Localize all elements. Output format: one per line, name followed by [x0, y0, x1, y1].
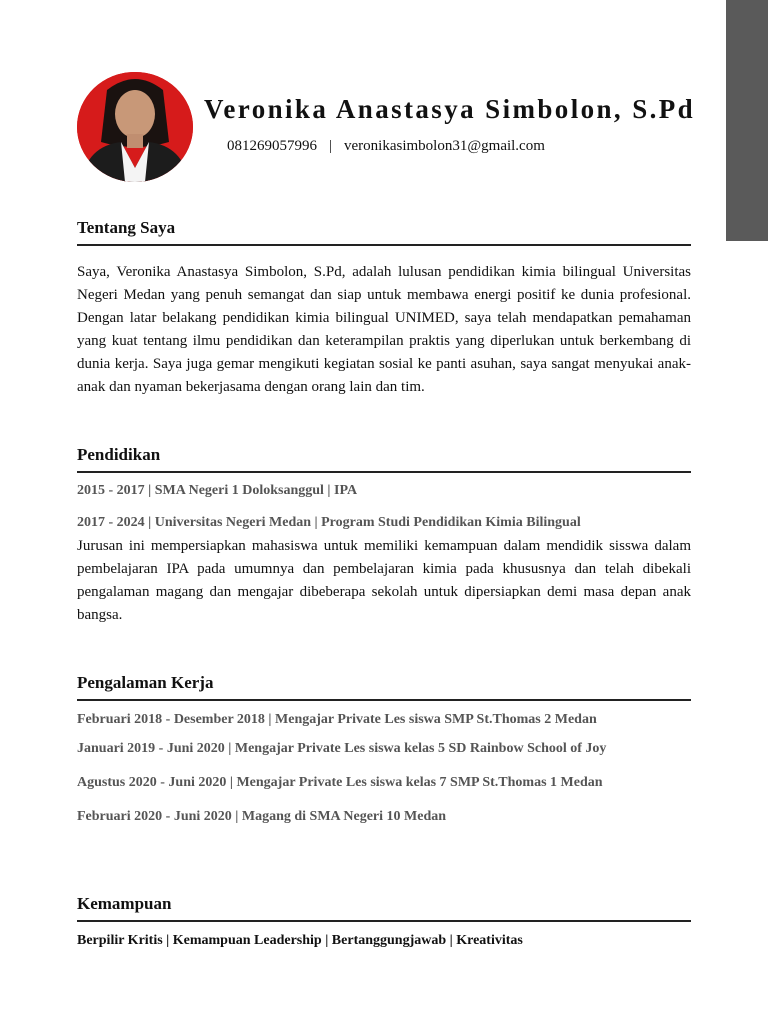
profile-photo-icon — [77, 72, 193, 182]
about-text: Saya, Veronika Anastasya Simbolon, S.Pd, adalah lulusan pendidikan kimia bilingual Universitas Negeri Medan yang penuh semangat dan siap untuk membawa energi positif ke dunia profesional. Dengan latar belakang pendidikan kimia bilingual UNIMED, saya telah mendapatkan pemahaman yang kuat tentang ilmu pendidikan dan keterampilan praktis yang diperlukan untuk berkembang di dunia kerja. Saya juga gemar mengikuti kegiatan sosial ke panti asuhan, saya sangat menyukai anak-anak dan nyaman bekerjasama dengan orang lain dan tim. — [77, 264, 691, 395]
email-address: veronikasimbolon31@gmail.com — [344, 138, 545, 154]
education-description: Jurusan ini mempersiapkan mahasiswa untuk memiliki kemampuan dalam mendidik sisswa dalam pembelajaran IPA pada umumnya dan pembelajaran kimia pada khususnya dan telah dibekali pengalaman magang dan mengajar dibeberapa sekolah untuk dipersiapkan demi masa depan anak bangsa. — [77, 538, 691, 623]
section-skills — [77, 894, 691, 949]
education-entry: 2015 - 2017 | SMA Negeri 1 Doloksanggul | IPA — [77, 483, 358, 498]
section-experience — [77, 673, 691, 825]
section-education — [77, 445, 691, 627]
contact-separator: | — [329, 138, 333, 154]
full-name: Veronika Anastasya Simbolon, S.Pd — [204, 94, 696, 124]
experience-entry: Februari 2018 - Desember 2018 | Mengajar Private Les siswa SMP St.Thomas 2 Medan — [77, 712, 597, 727]
section-title-skills: Kemampuan — [77, 894, 691, 922]
phone-number: 081269057996 — [227, 138, 317, 154]
resume-header — [77, 72, 717, 182]
education-entry: 2017 - 2024 | Universitas Negeri Medan | Program Studi Pendidikan Kimia Bilingual — [77, 515, 581, 530]
section-title-education: Pendidikan — [77, 445, 691, 473]
experience-entry: Januari 2019 - Juni 2020 | Mengajar Private Les siswa kelas 5 SD Rainbow School of Joy — [77, 741, 607, 756]
section-title-experience: Pengalaman Kerja — [77, 673, 691, 701]
scrollbar-thumb[interactable] — [726, 0, 768, 241]
skills-list: Berpilir Kritis | Kemampuan Leadership | Bertanggungjawab | Kreativitas — [77, 933, 523, 948]
section-about — [77, 218, 691, 399]
section-title-about: Tentang Saya — [77, 218, 691, 246]
contact-line — [227, 138, 545, 155]
avatar — [77, 72, 193, 182]
experience-entry: Agustus 2020 - Juni 2020 | Mengajar Private Les siswa kelas 7 SMP St.Thomas 1 Medan — [77, 775, 603, 790]
experience-entry: Februari 2020 - Juni 2020 | Magang di SMA Negeri 10 Medan — [77, 809, 447, 824]
